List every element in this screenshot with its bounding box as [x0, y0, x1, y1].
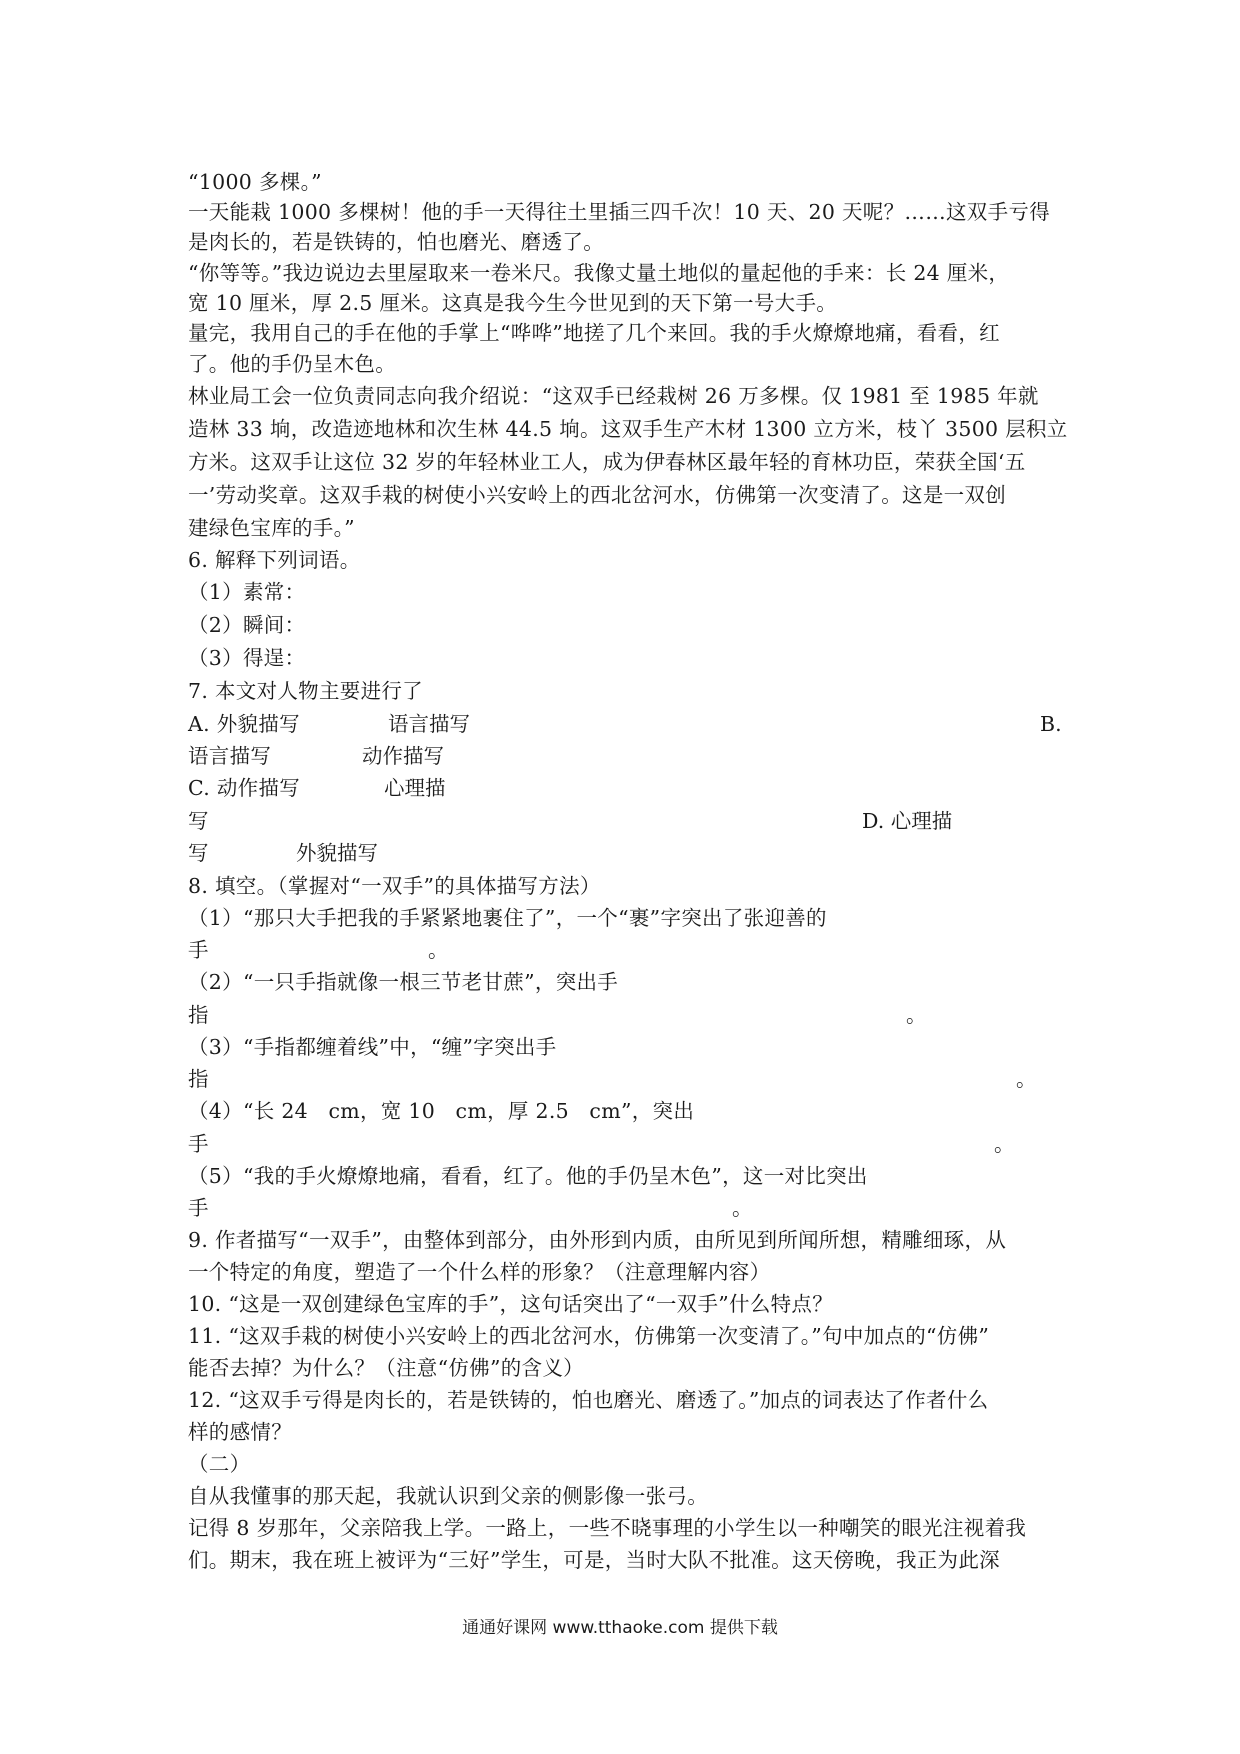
passage-line: 方米。这双手让这位 32 岁的年轻林业工人，成为伊春林区最年轻的育林功臣，荣获全国‘五 [188, 450, 1026, 474]
question-8-item-4-blank: 手 [188, 1132, 209, 1156]
question-6-item-3: （3）得逞： [188, 646, 306, 670]
question-8-item-5: （5）“我的手火燎燎地痛，看看，红了。他的手仍呈木色”，这一对比突出 [188, 1164, 868, 1188]
option-d-cont: 写 [188, 841, 209, 865]
question-8-item-1-blank: 手 [188, 938, 209, 962]
question-7: 7. 本文对人物主要进行了 [188, 679, 423, 703]
question-11: 11. “这双手栽的树使小兴安岭上的西北岔河水，仿佛第一次变清了。”句中加点的“仿佛” [188, 1324, 990, 1348]
option-c-part: 心理描 [384, 776, 446, 800]
question-8: 8. 填空。（掌握对“一双手”的具体描写方法） [188, 874, 601, 898]
question-11-cont: 能否去掉？为什么？（注意“仿佛”的含义） [188, 1356, 584, 1380]
question-6: 6. 解释下列词语。 [188, 548, 361, 572]
passage-line: 宽 10 厘米，厚 2.5 厘米。这真是我今生今世见到的天下第一号大手。 [188, 291, 838, 315]
option-b: 语言描写 [188, 744, 272, 768]
question-12: 12. “这双手亏得是肉长的，若是铁铸的，怕也磨光、磨透了。”加点的词表达了作者什么 [188, 1388, 989, 1412]
passage-line: 量完，我用自己的手在他的手掌上“哗哗”地搓了几个来回。我的手火燎燎地痛，看看，红 [188, 321, 1000, 345]
blank-end: 。 [428, 938, 449, 962]
question-8-item-5-blank: 手 [188, 1196, 209, 1220]
section-heading: （二） [188, 1452, 251, 1476]
passage-2-line: 自从我懂事的那天起，我就认识到父亲的侧影像一张弓。 [188, 1484, 708, 1508]
passage-2-line: 记得 8 岁那年，父亲陪我上学。一路上，一些不晓事理的小学生以一种嘲笑的眼光注视着我 [188, 1516, 1027, 1540]
option-a-part: 语言描写 [388, 712, 470, 736]
passage-line: 一’劳动奖章。这双手栽的树使小兴安岭上的西北岔河水，仿佛第一次变清了。这是一双创 [188, 483, 1007, 507]
option-b-label: B. [1040, 712, 1062, 736]
blank-end: 。 [1016, 1067, 1037, 1091]
question-6-item-1: （1）素常： [188, 580, 306, 604]
option-b-part: 动作描写 [362, 744, 444, 768]
question-8-item-2: （2）“一只手指就像一根三节老甘蔗”，突出手 [188, 970, 619, 994]
passage-2-line: 们。期末，我在班上被评为“三好”学生，可是，当时大队不批准。这天傍晚，我正为此深 [188, 1548, 1000, 1572]
passage-line: 林业局工会一位负责同志向我介绍说：“这双手已经栽树 26 万多棵。仅 1981 至 1985 年就 [188, 384, 1039, 408]
passage-line: 一天能栽 1000 多棵树！他的手一天得往土里插三四千次！10 天、20 天呢？……这双手亏得 [188, 200, 1051, 224]
passage-line: 了。他的手仍呈木色。 [188, 352, 396, 376]
option-c-cont: 写 [188, 809, 209, 833]
option-a: A. 外貌描写 [188, 712, 300, 736]
question-8-item-2-blank: 指 [188, 1003, 209, 1027]
question-8-item-3: （3）“手指都缠着线”中，“缠”字突出手 [188, 1035, 557, 1059]
question-6-item-2: （2）瞬间： [188, 613, 306, 637]
question-12-cont: 样的感情？ [188, 1420, 292, 1444]
blank-end: 。 [732, 1196, 753, 1220]
page-footer: 通通好课网 www.tthaoke.com 提供下载 [462, 1618, 778, 1638]
blank-end: 。 [994, 1132, 1015, 1156]
question-8-item-4: （4）“长 24 cm，宽 10 cm，厚 2.5 cm”，突出 [188, 1099, 695, 1123]
option-c: C. 动作描写 [188, 776, 301, 800]
passage-line: “1000 多棵。” [188, 170, 322, 194]
passage-line: 建绿色宝库的手。” [188, 516, 355, 540]
question-9-cont: 一个特定的角度，塑造了一个什么样的形象？（注意理解内容） [188, 1260, 771, 1284]
question-9: 9. 作者描写“一双手”，由整体到部分，由外形到内质，由所见到所闻所想，精雕细琢，从 [188, 1228, 1007, 1252]
passage-line: “你等等。”我边说边去里屋取来一卷米尺。我像丈量土地似的量起他的手来：长 24 厘米， [188, 261, 1010, 285]
question-8-item-1: （1）“那只大手把我的手紧紧地裹住了”，一个“裹”字突出了张迎善的 [188, 906, 827, 930]
option-d: D. 心理描 [862, 809, 953, 833]
question-8-item-3-blank: 指 [188, 1067, 209, 1091]
question-10: 10. “这是一双创建绿色宝库的手”，这句话突出了“一双手”什么特点？ [188, 1292, 834, 1316]
blank-end: 。 [906, 1003, 927, 1027]
option-d-part: 外貌描写 [296, 841, 378, 865]
passage-line: 造林 33 垧，改造迹地林和次生林 44.5 垧。这双手生产木材 1300 立方米，枝丫 3500 层积立 [188, 417, 1068, 441]
passage-line: 是肉长的，若是铁铸的，怕也磨光、磨透了。 [188, 230, 604, 254]
